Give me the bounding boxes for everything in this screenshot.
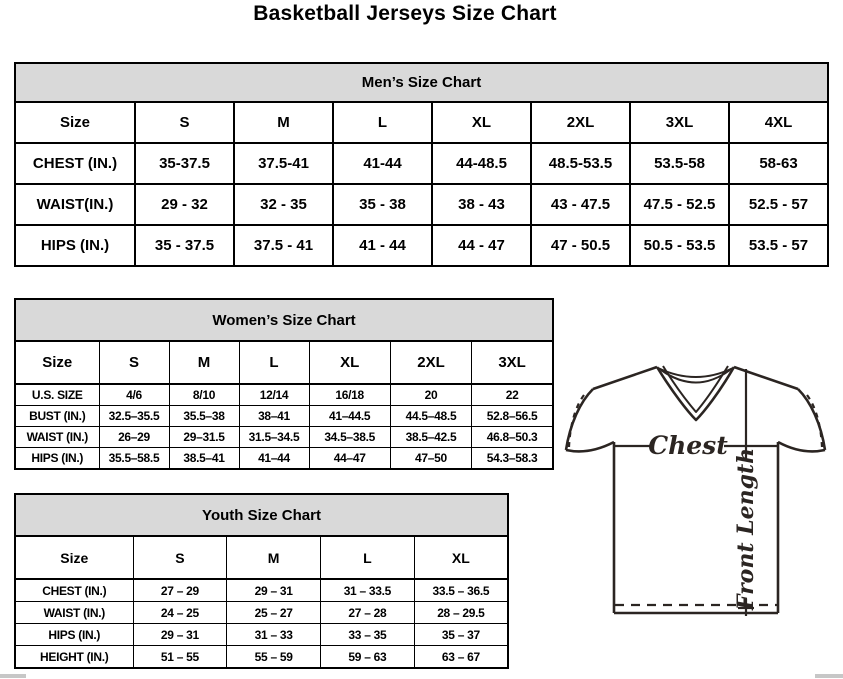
youth-cell: 33 – 35 — [321, 624, 415, 646]
youth-cell: 27 – 29 — [133, 579, 227, 602]
womens-col-header: S — [99, 341, 169, 384]
womens-cell: 22 — [472, 384, 553, 406]
youth-cell: 29 – 31 — [133, 624, 227, 646]
womens-cell: 38–41 — [239, 406, 309, 427]
womens-cell: 46.8–50.3 — [472, 427, 553, 448]
jersey-sleeve-left-opening — [566, 442, 614, 451]
jersey-shoulder-right — [734, 367, 798, 389]
mens-col-header: M — [234, 102, 333, 143]
youth-cell: 27 – 28 — [321, 602, 415, 624]
mens-cell: 47 - 50.5 — [531, 225, 630, 266]
womens-cell: 32.5–35.5 — [99, 406, 169, 427]
womens-cell: 54.3–58.3 — [472, 448, 553, 470]
youth-col-header: S — [133, 536, 227, 579]
mens-cell: 47.5 - 52.5 — [630, 184, 729, 225]
womens-cell: 29–31.5 — [169, 427, 239, 448]
mens-cell: 53.5-58 — [630, 143, 729, 184]
womens-row-label: HIPS (IN.) — [15, 448, 99, 470]
mens-col-header: S — [135, 102, 234, 143]
womens-cell: 38.5–42.5 — [390, 427, 471, 448]
horizontal-scrollbar-fragment-right[interactable] — [815, 674, 843, 678]
chest-label: Chest — [648, 431, 728, 460]
mens-cell: 41 - 44 — [333, 225, 432, 266]
mens-row-label: HIPS (IN.) — [15, 225, 135, 266]
youth-cell: 33.5 – 36.5 — [414, 579, 508, 602]
jersey-sleeve-right-outer — [798, 389, 825, 450]
womens-cell: 44.5–48.5 — [390, 406, 471, 427]
mens-cell: 53.5 - 57 — [729, 225, 828, 266]
youth-col-header: L — [321, 536, 415, 579]
mens-cell: 48.5-53.5 — [531, 143, 630, 184]
youth-cell: 55 – 59 — [227, 646, 321, 669]
mens-col-header: XL — [432, 102, 531, 143]
womens-col-header: M — [169, 341, 239, 384]
womens-cell: 26–29 — [99, 427, 169, 448]
womens-row-label: WAIST (IN.) — [15, 427, 99, 448]
womens-col-header: XL — [309, 341, 390, 384]
youth-row-label: HIPS (IN.) — [15, 624, 133, 646]
mens-cell: 37.5-41 — [234, 143, 333, 184]
youth-cell: 29 – 31 — [227, 579, 321, 602]
youth-row-label: WAIST (IN.) — [15, 602, 133, 624]
mens-row-label: CHEST (IN.) — [15, 143, 135, 184]
womens-cell: 31.5–34.5 — [239, 427, 309, 448]
mens-cell: 29 - 32 — [135, 184, 234, 225]
youth-cell: 51 – 55 — [133, 646, 227, 669]
youth-size-chart-table — [14, 493, 509, 669]
womens-cell: 12/14 — [239, 384, 309, 406]
mens-size-header: Size — [15, 102, 135, 143]
jersey-shoulder-left — [593, 367, 657, 389]
mens-cell: 35 - 38 — [333, 184, 432, 225]
womens-col-header: L — [239, 341, 309, 384]
front-length-label: Front Length — [733, 447, 759, 611]
horizontal-scrollbar-fragment-left[interactable] — [0, 674, 26, 678]
youth-cell: 35 – 37 — [414, 624, 508, 646]
youth-col-header: M — [227, 536, 321, 579]
womens-cell: 38.5–41 — [169, 448, 239, 470]
mens-col-header: L — [333, 102, 432, 143]
youth-cell: 28 – 29.5 — [414, 602, 508, 624]
mens-table-title: Men’s Size Chart — [15, 63, 828, 102]
womens-cell: 8/10 — [169, 384, 239, 406]
mens-cell: 58-63 — [729, 143, 828, 184]
womens-cell: 52.8–56.5 — [472, 406, 553, 427]
womens-cell: 20 — [390, 384, 471, 406]
youth-cell: 59 – 63 — [321, 646, 415, 669]
womens-row-label: BUST (IN.) — [15, 406, 99, 427]
youth-cell: 25 – 27 — [227, 602, 321, 624]
mens-cell: 38 - 43 — [432, 184, 531, 225]
mens-row-label: WAIST(IN.) — [15, 184, 135, 225]
mens-col-header: 4XL — [729, 102, 828, 143]
youth-cell: 24 – 25 — [133, 602, 227, 624]
womens-col-header: 3XL — [472, 341, 553, 384]
mens-cell: 35-37.5 — [135, 143, 234, 184]
youth-row-label: CHEST (IN.) — [15, 579, 133, 602]
mens-cell: 43 - 47.5 — [531, 184, 630, 225]
womens-cell: 47–50 — [390, 448, 471, 470]
womens-cell: 44–47 — [309, 448, 390, 470]
youth-cell: 31 – 33.5 — [321, 579, 415, 602]
youth-row-label: HEIGHT (IN.) — [15, 646, 133, 669]
mens-cell: 32 - 35 — [234, 184, 333, 225]
jersey-measurement-diagram — [557, 362, 841, 632]
womens-size-chart-table — [14, 298, 554, 470]
mens-size-chart-table — [14, 62, 829, 267]
youth-size-header: Size — [15, 536, 133, 579]
mens-col-header: 2XL — [531, 102, 630, 143]
womens-cell: 35.5–58.5 — [99, 448, 169, 470]
womens-cell: 34.5–38.5 — [309, 427, 390, 448]
page-title: Basketball Jerseys Size Chart — [253, 2, 557, 25]
mens-cell: 44-48.5 — [432, 143, 531, 184]
womens-col-header: 2XL — [390, 341, 471, 384]
jersey-sleeve-right-opening — [778, 442, 825, 451]
mens-cell: 37.5 - 41 — [234, 225, 333, 266]
jersey-sleeve-left-outer — [566, 389, 593, 450]
mens-col-header: 3XL — [630, 102, 729, 143]
womens-cell: 16/18 — [309, 384, 390, 406]
youth-col-header: XL — [414, 536, 508, 579]
youth-table-title: Youth Size Chart — [15, 494, 508, 536]
womens-cell: 41–44 — [239, 448, 309, 470]
mens-cell: 41-44 — [333, 143, 432, 184]
womens-size-header: Size — [15, 341, 99, 384]
youth-cell: 31 – 33 — [227, 624, 321, 646]
womens-row-label: U.S. SIZE — [15, 384, 99, 406]
womens-table-title: Women’s Size Chart — [15, 299, 553, 341]
mens-cell: 35 - 37.5 — [135, 225, 234, 266]
womens-cell: 41–44.5 — [309, 406, 390, 427]
mens-cell: 44 - 47 — [432, 225, 531, 266]
womens-cell: 4/6 — [99, 384, 169, 406]
mens-cell: 50.5 - 53.5 — [630, 225, 729, 266]
mens-cell: 52.5 - 57 — [729, 184, 828, 225]
youth-cell: 63 – 67 — [414, 646, 508, 669]
womens-cell: 35.5–38 — [169, 406, 239, 427]
